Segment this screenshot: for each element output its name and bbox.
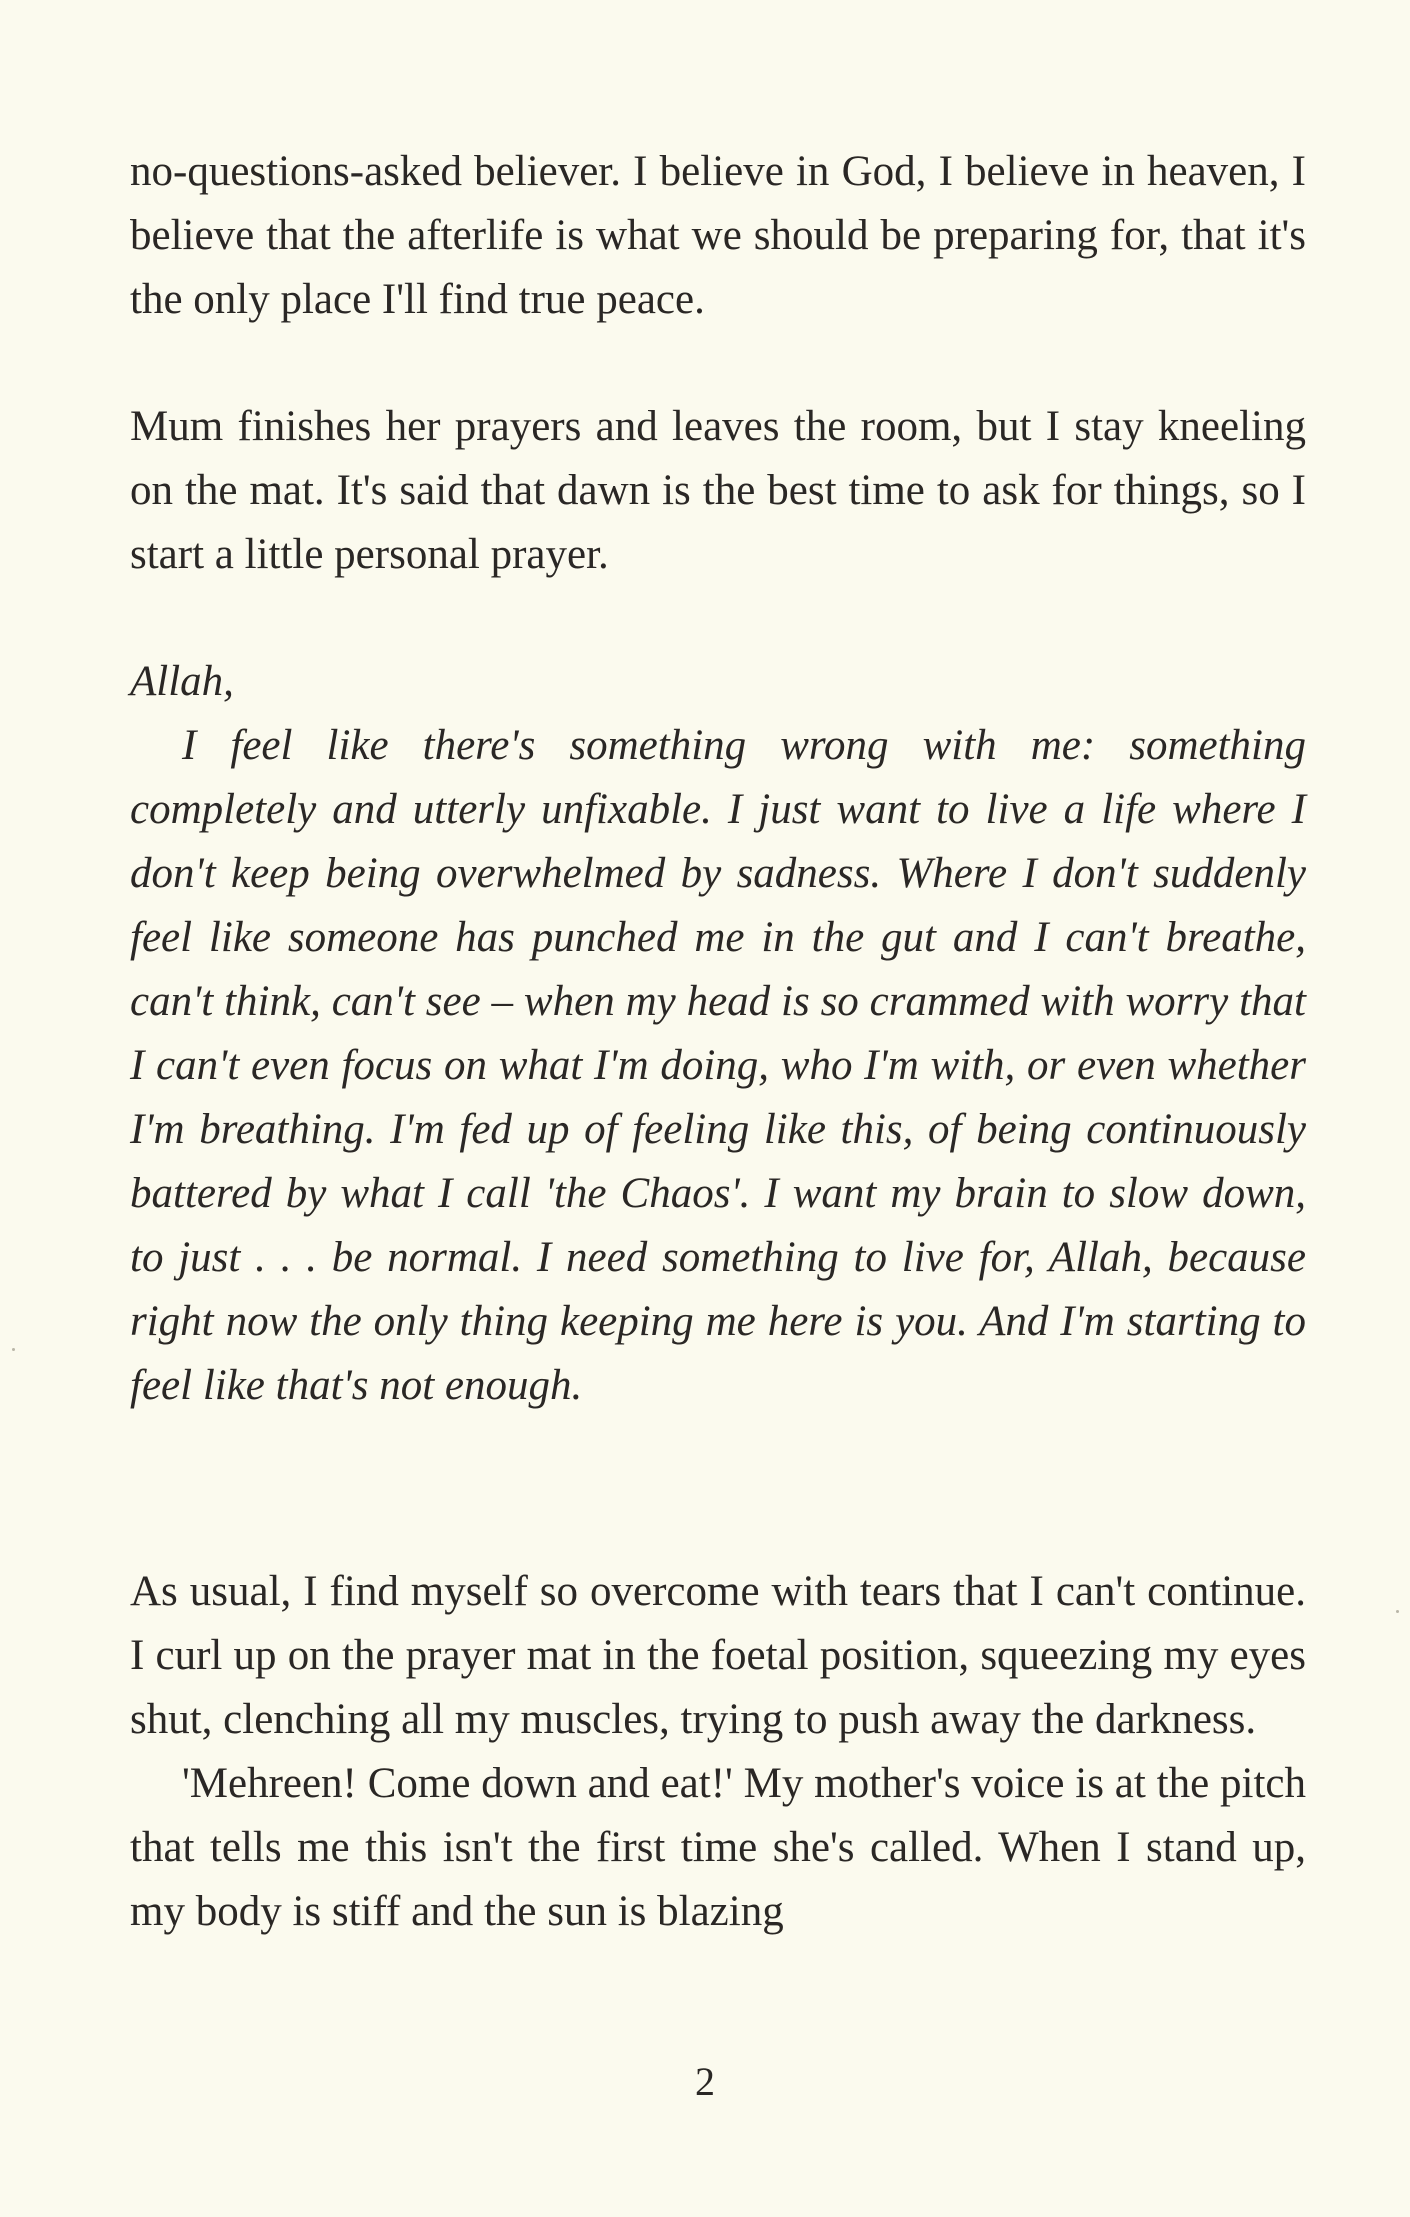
paragraph-tears: As usual, I find myself so overcome with tears that I can't continue. I curl up on the prayer mat in the foetal position, squeezing my eyes shut, clenching all my muscles, trying to push away the darkness. <box>130 1568 1306 1743</box>
scan-speck <box>1396 1610 1399 1613</box>
paragraph-believer <box>130 140 1306 332</box>
paragraph-text: Mum finishes her prayers and leaves the room, but I stay kneeling on the mat. It's said that dawn is the best time to ask for things, so I start a little personal prayer. <box>130 403 1306 578</box>
personal-prayer <box>130 650 1306 1418</box>
paragraph-mehreen: 'Mehreen! Come down and eat!' My mother's voice is at the pitch that tells me this isn't the first time she's called. When I stand up, my body is stiff and the sun is blazing <box>130 1760 1306 1935</box>
paragraph-text: no-questions-asked believer. I believe in God, I believe in heaven, I believe that the afterlife is what we should be preparing for, that it's the only place I'll find true peace. <box>130 148 1306 323</box>
prayer-body: I feel like there's something wrong with me: something completely and utterly unfixable. I just want to live a life where I don't keep being overwhelmed by sadness. Where I don't suddenly feel like someone has punched me in the gut and I can't breathe, can't think, can't see – when my head is so crammed with worry that I can't even focus on what I'm doing, who I'm with, or even whether I'm breathing. I'm fed up of feeling like this, of being continuously battered by what I call 'the Chaos'. I want my brain to slow down, to just . . . be normal. I need something to live for, Allah, because right now the only thing keeping me here is you. And I'm starting to feel like that's not enough. <box>130 722 1306 1409</box>
closing-paragraphs <box>130 1560 1306 1944</box>
scan-speck <box>12 1348 15 1351</box>
prayer-salutation: Allah, <box>130 658 234 705</box>
page-number: 2 <box>695 2059 715 2104</box>
paragraph-mum-prayers <box>130 395 1306 587</box>
